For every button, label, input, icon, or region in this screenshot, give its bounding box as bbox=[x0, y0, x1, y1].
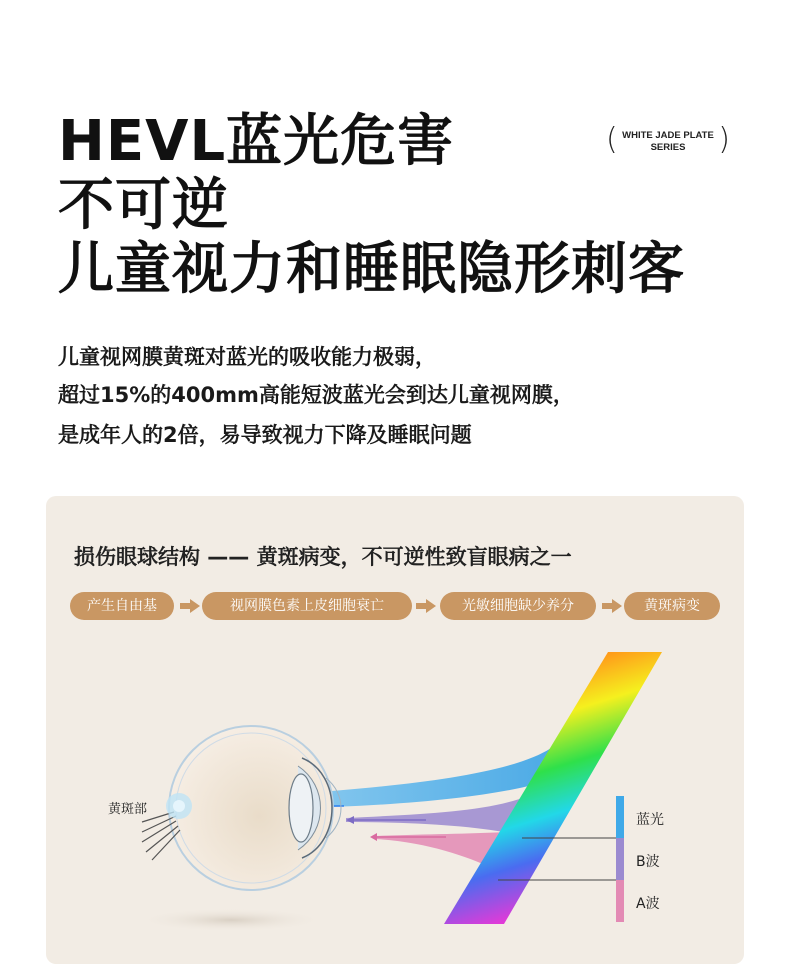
headline-line-3: 儿童视力和睡眠隐形刺客 bbox=[58, 237, 685, 302]
series-badge-line-1: WHITE JADE PLATE bbox=[622, 130, 714, 141]
b-ray-arrowhead-icon bbox=[346, 816, 354, 824]
legend-bar-blue-light bbox=[616, 796, 624, 838]
macula-label: 黄斑部 bbox=[108, 802, 148, 817]
description-line-3: 是成年人的2倍，易导致视力下降及睡眠问题 bbox=[58, 423, 472, 447]
description-line-1: 儿童视网膜黄斑对蓝光的吸收能力极弱， bbox=[58, 345, 436, 369]
description-line-2: 超过15%的400mm高能短波蓝光会到达儿童视网膜， bbox=[58, 383, 574, 407]
legend-label-blue-light: 蓝光 bbox=[636, 812, 664, 828]
flow-step-free-radicals: 产生自由基 bbox=[70, 592, 174, 620]
legend-label-b-wave: B波 bbox=[636, 854, 660, 870]
legend-bar-a-wave bbox=[616, 880, 624, 922]
flow-step-macular-degeneration: 黄斑病变 bbox=[624, 592, 720, 620]
right-parenthesis: ) bbox=[718, 122, 730, 157]
eye-damage-card bbox=[46, 496, 744, 964]
headline-line-1: HEVL蓝光危害 bbox=[58, 109, 455, 174]
series-badge bbox=[606, 124, 730, 160]
eyeball-illustration bbox=[142, 726, 341, 890]
eye-shadow bbox=[136, 908, 326, 932]
left-parenthesis: ( bbox=[606, 122, 618, 157]
card-title: 损伤眼球结构 —— 黄斑病变，不可逆性致盲眼病之一 bbox=[74, 545, 572, 569]
series-badge-line-2: SERIES bbox=[650, 142, 686, 153]
legend-label-a-wave: A波 bbox=[636, 896, 660, 912]
legend-bar-b-wave bbox=[616, 838, 624, 880]
a-ray-arrowhead-icon bbox=[370, 833, 377, 841]
headline-line-2: 不可逆 bbox=[58, 173, 229, 238]
flow-step-photoreceptor-starvation: 光敏细胞缺少养分 bbox=[440, 592, 596, 620]
series-badge-text bbox=[618, 130, 718, 154]
flow-step-rpe-cell-death: 视网膜色素上皮细胞衰亡 bbox=[202, 592, 412, 620]
